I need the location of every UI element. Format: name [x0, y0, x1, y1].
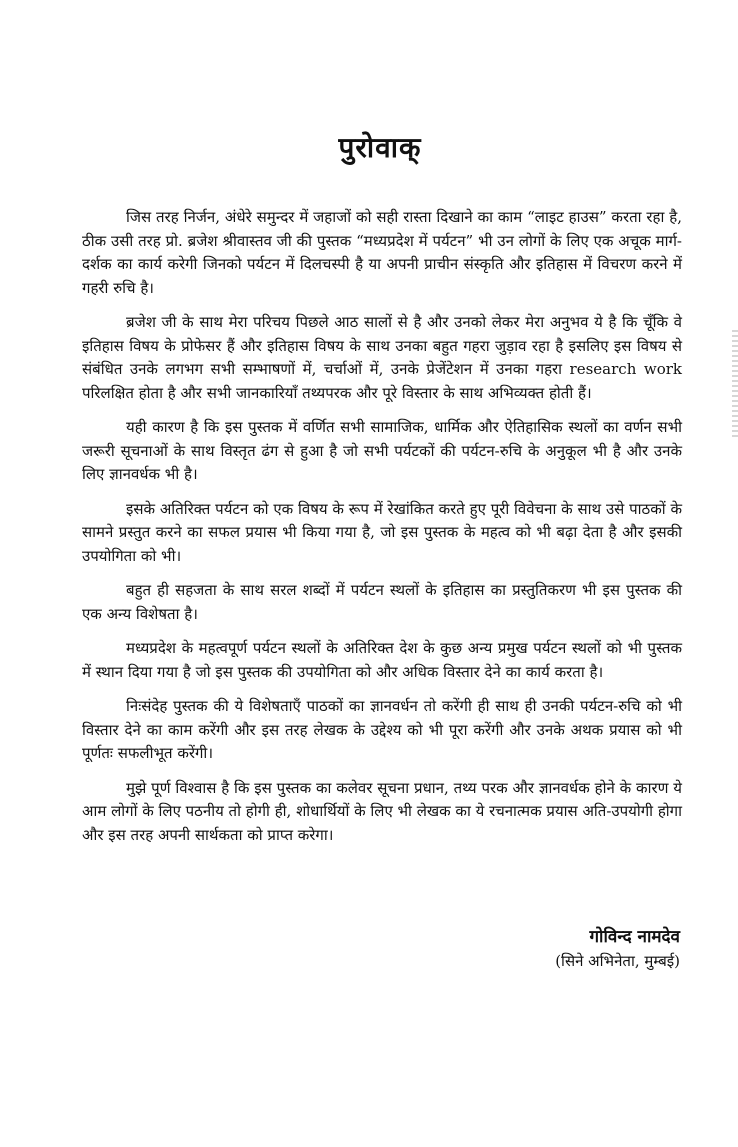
signature-name: गोविन्द नामदेव: [589, 927, 680, 947]
paragraph: बहुत ही सहजता के साथ सरल शब्दों में पर्यटन स्थलों के इतिहास का प्रस्तुतिकरण भी इस पुस्तक की एक अन्य विशेषता है।: [82, 581, 682, 623]
scan-edge-noise: [732, 330, 738, 440]
signature-role: (सिने अभिनेता, मुम्बई): [555, 952, 680, 970]
paragraph: निःसंदेह पुस्तक की ये विशेषताएँ पाठकों का ज्ञानवर्धन तो करेंगी ही साथ ही उनकी पर्यटन-रुचि को भी विस्तार देने का काम करेंगी और इस तरह लेखक के उद्देश्य को भी पूरा करेंगी और उनके अथक प्रयास को भी पूर्णतः सफलीभूत करेंगी।: [82, 697, 682, 762]
paragraph: इसके अतिरिक्त पर्यटन को एक विषय के रूप में रेखांकित करते हुए पूरी विवेचना के साथ उसे पाठकों के सामने प्रस्तुत करने का सफल प्रयास भी किया गया है, जो इस पुस्तक के महत्व को भी बढ़ा देता है और इसकी उपयोगिता को भी।: [82, 499, 682, 565]
foreword-body: [82, 206, 682, 858]
paragraph: मध्यप्रदेश के महत्वपूर्ण पर्यटन स्थलों के अतिरिक्त देश के कुछ अन्य प्रमुख पर्यटन स्थलों को भी पुस्तक में स्थान दिया गया है जो इस पुस्तक की उपयोगिता को और अधिक विस्तार देने का कार्य करता है।: [82, 639, 682, 681]
paragraph: यही कारण है कि इस पुस्तक में वर्णित सभी सामाजिक, धार्मिक और ऐतिहासिक स्थलों का वर्णन सभी जरूरी सूचनाओं के साथ विस्तृत ढंग से हुआ है जो सभी पर्यटकों की पर्यटन-रुचि के अनुकूल भी है और उनके लिए ज्ञानवर्धक भी है।: [82, 418, 682, 483]
paragraph: जिस तरह निर्जन, अंधेरे समुन्दर में जहाजों को सही रास्ता दिखाने का काम “लाइट हाउस” करता रहा है, ठीक उसी तरह प्रो. ब्रजेश श्रीवास्तव जी की पुस्तक “मध्यप्रदेश में पर्यटन” भी उन लोगों के लिए एक अचूक मार्ग-दर्शक का कार्य करेगी जिनको पर्यटन में दिलचस्पी है या अपनी प्राचीन संस्कृति और इतिहास में विचरण करने में गहरी रुचि है।: [82, 208, 682, 297]
page-title: पुरोवाक्: [338, 131, 422, 164]
signature-block: [555, 925, 680, 973]
paragraph: मुझे पूर्ण विश्वास है कि इस पुस्तक का कलेवर सूचना प्रधान, तथ्य परक और ज्ञानवर्धक होने के कारण ये आम लोगों के लिए पठनीय तो होगी ही, शोधार्थियों के लिए भी लेखक का ये रचनात्मक प्रयास अति-उपयोगी होगा और इस तरह अपनी सार्थकता को प्राप्त करेगा।: [82, 778, 683, 844]
paragraph: ब्रजेश जी के साथ मेरा परिचय पिछले आठ सालों से है और उनको लेकर मेरा अनुभव ये है कि चूँकि वे इतिहास विषय के प्रोफेसर हैं और इतिहास विषय के साथ उनका बहुत गहरा जुड़ाव रहा है इसलिए इस विषय से संबंधित उनके लगभग सभी सम्भाषणों में, चर्चाओं में, उनके प्रेजेंटेशन में उनका गहरा research work परिलक्षित होता है और सभी जानकारियाँ तथ्यपरक और पूरे विस्तार के साथ अभिव्यक्त होती हैं।: [82, 313, 682, 402]
